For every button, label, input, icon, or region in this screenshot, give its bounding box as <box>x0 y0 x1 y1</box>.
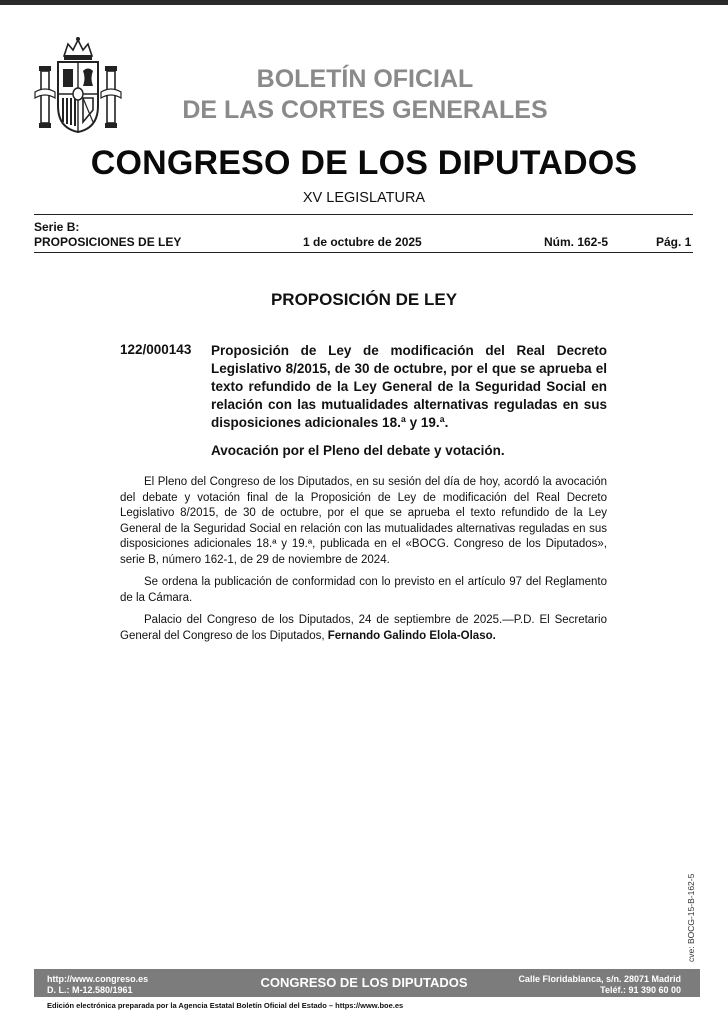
reference-number: 122/000143 <box>120 342 192 357</box>
reference-title: Proposición de Ley de modificación del Real Decreto Legislativo 8/2015, de 30 de octubre, por el que se aprueba el texto refundido de la Ley General de la Seguridad Social en relación con las mutualidades alternativas reguladas en sus disposiciones adicionales 18.ª y 19.ª. <box>211 343 607 430</box>
cve-code: cve: BOCG-15-B-162-5 <box>686 873 696 962</box>
website-link[interactable]: http://www.congreso.es <box>47 974 149 984</box>
top-border-bar <box>0 0 728 5</box>
bulletin-title-line-1: BOLETÍN OFICIAL <box>256 65 474 93</box>
header-rule-bottom <box>34 252 693 253</box>
coat-of-arms-icon <box>33 36 123 136</box>
signature-text: Palacio del Congreso de los Diputados, 24 de septiembre de 2025.—P.D. El Secretario General del Congreso de los Diputados, <box>120 614 607 642</box>
edition-note: Edición electrónica preparada por la Agencia Estatal Boletín Oficial del Estado – https://www.boe.es <box>47 1001 404 1010</box>
body-paragraph-1: El Pleno del Congreso de los Diputados, en su sesión del día de hoy, acordó la avocación del debate y votación final de la Proposición de Ley de modificación del Real Decreto Legislativo 8/2015, de 30 de octubre, por el que se aprueba el texto refundido de la Ley General de la Seguridad Social en relación con las mutualidades alternativas reguladas en sus disposiciones adicionales 18.ª y 19.ª, publicada en el «BOCG. Congreso de los Diputados», serie B, número 162-1, de 29 de noviembre de 2024. <box>120 476 607 566</box>
signer-name: Fernando Galindo Elola-Olaso. <box>327 629 496 642</box>
legal-deposit: D. L.: M-12.580/1961 <box>47 985 133 995</box>
bulletin-title-line-2: DE LAS CORTES GENERALES <box>182 96 548 124</box>
footer-phone: Teléf.: 91 390 60 00 <box>600 985 681 995</box>
series-label: Serie B: <box>34 220 80 234</box>
page-number: Pág. 1 <box>656 235 692 249</box>
legislature-label: XV LEGISLATURA <box>302 190 426 206</box>
series-name: PROPOSICIONES DE LEY <box>34 235 182 249</box>
section-subtitle: Avocación por el Pleno del debate y votación. <box>211 443 505 458</box>
footer-address: Calle Floridablanca, s/n. 28071 Madrid <box>518 974 681 984</box>
header-rule-top <box>34 214 693 215</box>
chamber-title: CONGRESO DE LOS DIPUTADOS <box>90 144 638 182</box>
publication-date: 1 de octubre de 2025 <box>303 235 422 249</box>
body-paragraph-3 <box>120 613 607 644</box>
issue-number: Núm. 162-5 <box>544 235 609 249</box>
body-paragraph-2: Se ordena la publicación de conformidad con lo previsto en el artículo 97 del Reglamento de la Cámara. <box>120 576 607 604</box>
footer-chamber: CONGRESO DE LOS DIPUTADOS <box>260 975 468 990</box>
document-type-heading: PROPOSICIÓN DE LEY <box>270 290 458 309</box>
